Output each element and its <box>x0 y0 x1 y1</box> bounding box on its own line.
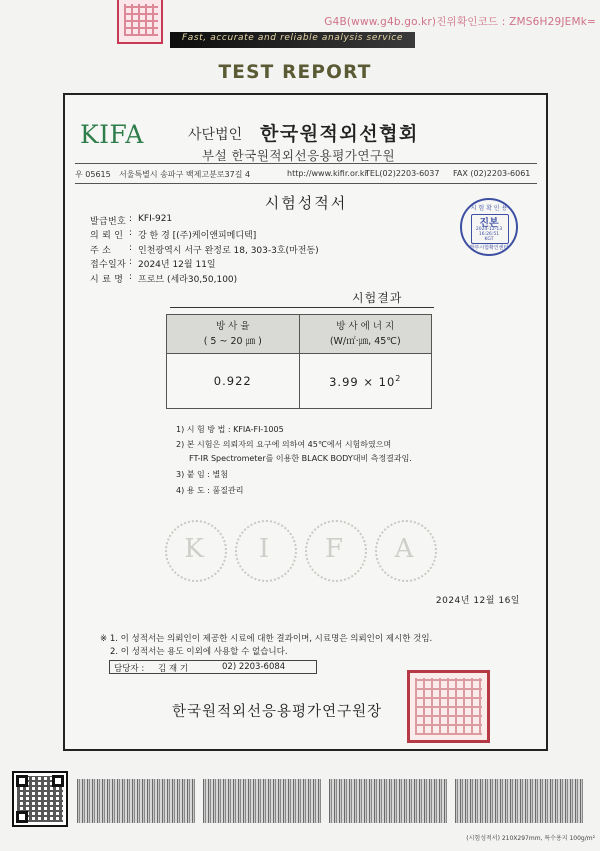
official-red-seal <box>407 670 490 743</box>
address-divider <box>75 183 537 184</box>
top-seal-stamp <box>117 0 163 44</box>
tagline: Fast, accurate and reliable analysis service <box>182 33 403 43</box>
institute-name: 부설 한국원적외선응용평가연구원 <box>202 148 396 163</box>
watermark-letter: I <box>258 534 270 564</box>
org-name: 한국원적외선협회 <box>260 123 419 145</box>
stamp-date: 2024-12-13 <box>475 227 503 232</box>
website: http://www.kifir.or.kr <box>287 169 368 178</box>
note-purpose: 4) 용 도 : 품질관리 <box>176 486 244 495</box>
verification-code: G4B(www.g4b.go.kr)진위확인코드 : ZMS6H29JEMk= <box>324 16 596 28</box>
watermark-letter: F <box>324 534 344 564</box>
address-divider <box>75 163 537 164</box>
authenticity-stamp <box>460 198 518 256</box>
postal-code: 우 05615 <box>75 170 111 179</box>
info-label: 발급번호 <box>90 217 126 227</box>
contact-label: 담당자 : <box>114 664 145 674</box>
stamp-top-text: 시 험 확 인 용 <box>470 205 508 212</box>
kifa-watermark <box>165 520 435 592</box>
disclaimer-1: ※ 1. 이 성적서는 의뢰인이 제공한 시료에 대한 결과이며, 시료명은 의뢰인이 제시한 것임. <box>100 634 433 644</box>
watermark-letter: A <box>394 534 414 564</box>
info-value: 2024년 12월 11일 <box>138 260 216 270</box>
results-title: 시험결과 <box>352 291 403 305</box>
info-value: 강 한 경 [(주)케이앤피메디텍] <box>138 231 257 241</box>
telephone: TEL(02)2203-6037 <box>365 169 440 178</box>
energy-exponent: 2 <box>395 373 402 383</box>
stamp-code: KGT <box>484 237 494 242</box>
security-barcode <box>329 779 447 823</box>
energy-header-unit: (W/㎡·㎛, 45℃) <box>329 336 401 347</box>
emissivity-header <box>167 315 300 354</box>
info-value: KFI-921 <box>138 214 173 224</box>
qr-code[interactable] <box>12 771 68 827</box>
results-table <box>166 314 432 409</box>
disclaimer-2: 2. 이 성적서는 용도 이외에 사용할 수 없습니다. <box>110 647 288 657</box>
note-test-condition: 2) 본 시험은 의뢰자의 요구에 의하여 45℃에서 시험하였으며 <box>176 440 392 449</box>
info-label: 시 료 명 <box>90 275 124 285</box>
org-prefix: 사단법인 <box>188 127 243 143</box>
energy-header <box>299 315 432 354</box>
energy-header-label: 방 사 에 너 지 <box>336 321 395 332</box>
contact-box <box>109 660 317 674</box>
note-attachment: 3) 붙 임 : 별첨 <box>176 470 228 479</box>
security-barcode <box>455 779 583 823</box>
stamp-main-text: 진본 <box>479 218 499 229</box>
info-label: 접수일자 <box>90 260 126 270</box>
kifa-logo: KIFA <box>80 120 144 149</box>
paper-spec: (시험성적서) 210X297mm, 특수용지 100g/m² <box>466 835 595 842</box>
issue-date: 2024년 12월 16일 <box>435 596 520 606</box>
stamp-bottom-text: 발부시험확인센터 <box>469 245 509 251</box>
results-divider <box>170 307 434 308</box>
security-barcode <box>203 779 321 823</box>
info-label: 주 소 <box>90 246 112 256</box>
watermark-letter: K <box>184 534 204 564</box>
report-title: TEST REPORT <box>218 62 372 83</box>
note-test-condition-cont: FT-IR Spectrometer를 이용한 BLACK BODY대비 측정결과임. <box>189 454 412 463</box>
info-value: 인천광역시 서구 완정로 18, 303-3호(마전동) <box>138 246 319 256</box>
contact-phone: 02) 2203-6084 <box>222 662 286 672</box>
street-address: 서울특별시 송파구 백제고분로37길 4 <box>119 170 251 179</box>
stamp-time: 16:26:51 <box>478 232 500 237</box>
contact-name: 김 재 기 <box>158 664 189 674</box>
certificate-title: 시험성적서 <box>264 194 348 212</box>
energy-base: 3.99 × 10 <box>329 374 396 389</box>
director-signature-line: 한국원적외선응용평가연구원장 <box>172 704 383 720</box>
emissivity-value: 0.922 <box>167 354 300 409</box>
info-value: 프로브 (세라30,50,100) <box>138 275 238 285</box>
emissivity-header-unit: ( 5 ~ 20 ㎛ ) <box>203 336 262 347</box>
security-barcode <box>77 779 195 823</box>
fax: FAX (02)2203-6061 <box>453 169 531 178</box>
note-test-method: 1) 시 험 방 법 : KFIA-FI-1005 <box>176 425 284 434</box>
emissivity-header-label: 방 사 율 <box>215 321 250 332</box>
info-label: 의 뢰 인 <box>90 231 124 241</box>
energy-value <box>299 354 432 409</box>
